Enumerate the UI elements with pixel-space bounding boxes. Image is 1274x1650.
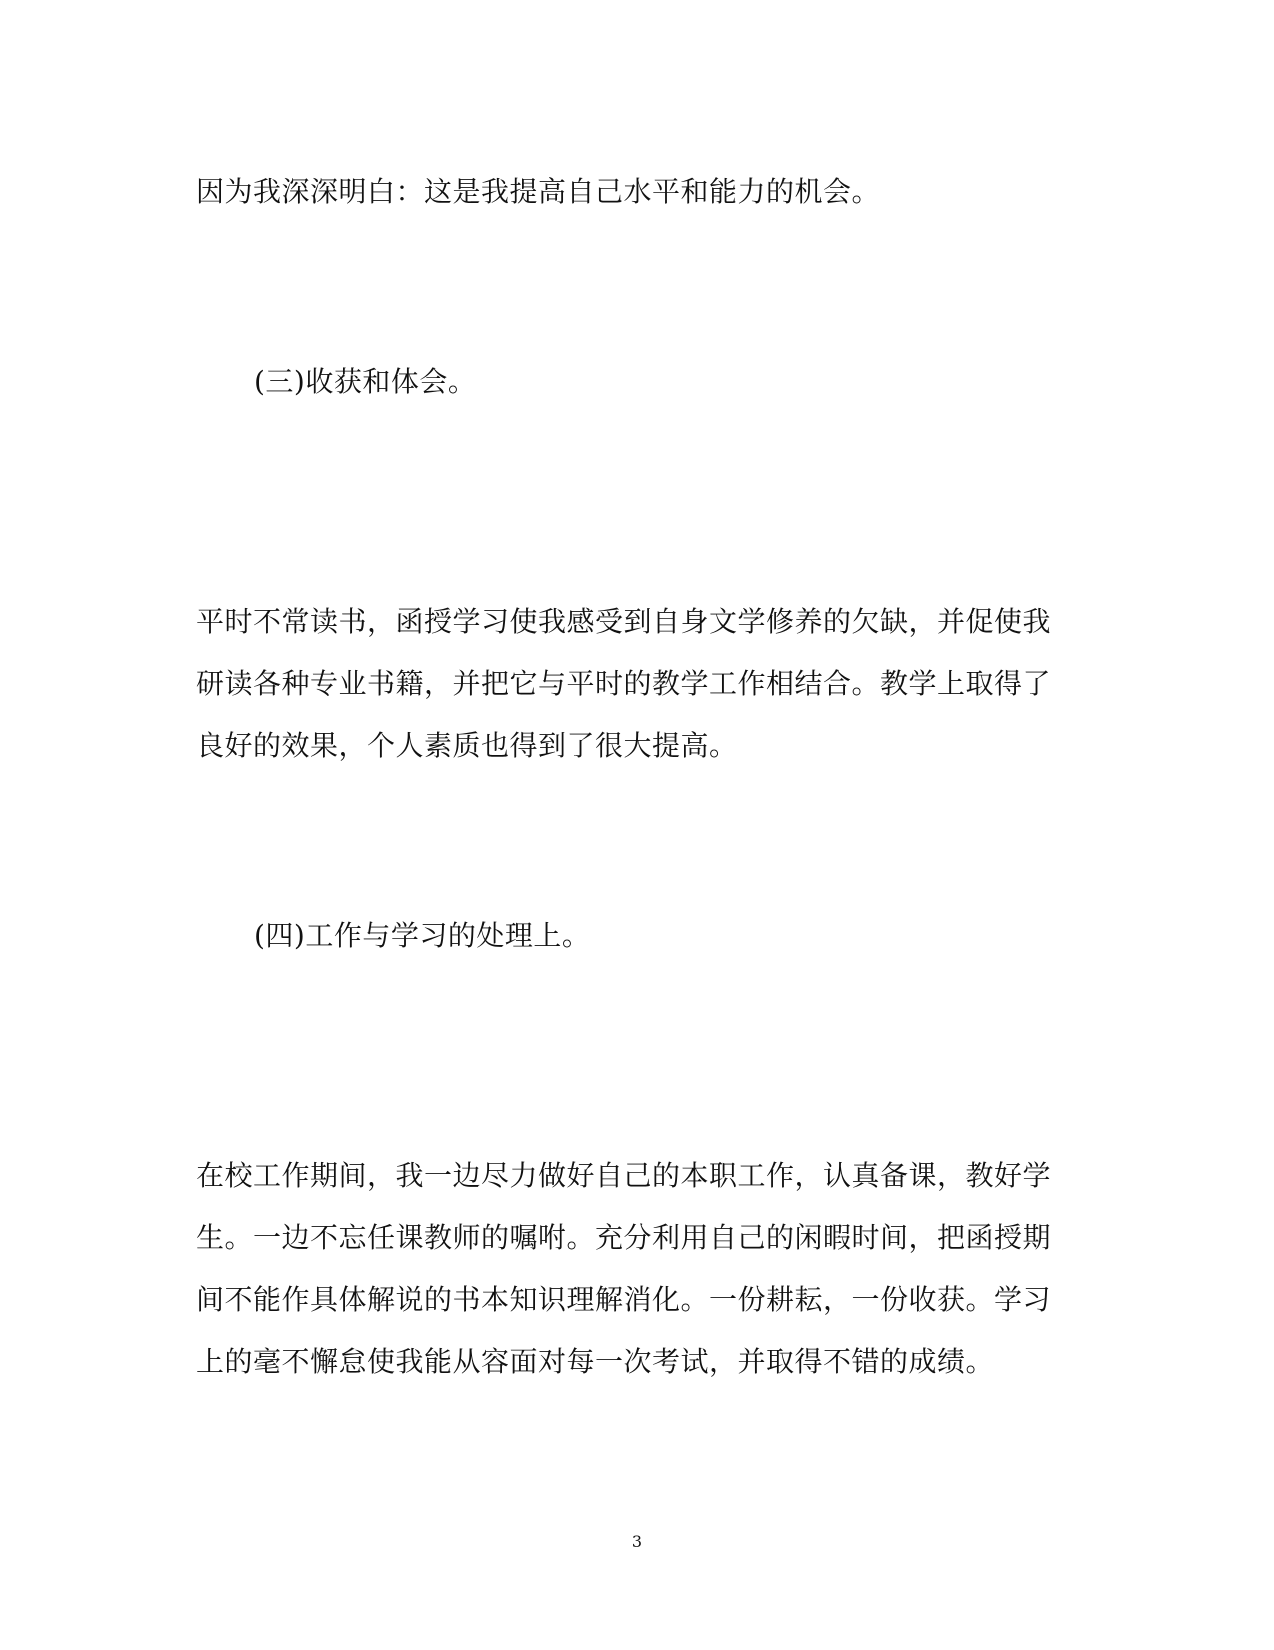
paragraph-line: 研读各种专业书籍，并把它与平时的教学工作相结合。教学上取得了 [196,667,1052,700]
paragraph-line: 间不能作具体解说的书本知识理解消化。一份耕耘，一份收获。学习 [196,1283,1052,1316]
paragraph-line: 因为我深深明白：这是我提高自己水平和能力的机会。 [196,175,881,208]
paragraph-line: 上的毫不懈怠使我能从容面对每一次考试，并取得不错的成绩。 [196,1345,995,1378]
paragraph-line: 平时不常读书，函授学习使我感受到自身文学修养的欠缺，并促使我 [196,605,1052,638]
page-number: 3 [631,1532,643,1551]
paragraph-line: 良好的效果，个人素质也得到了很大提高。 [196,729,738,762]
section-heading: (四)工作与学习的处理上。 [254,919,591,952]
section-heading: (三)收获和体会。 [254,365,477,398]
paragraph-line: 生。一边不忘任课教师的嘱咐。充分利用自己的闲暇时间，把函授期 [196,1221,1052,1254]
paragraph-line: 在校工作期间，我一边尽力做好自己的本职工作，认真备课，教好学 [196,1159,1052,1192]
